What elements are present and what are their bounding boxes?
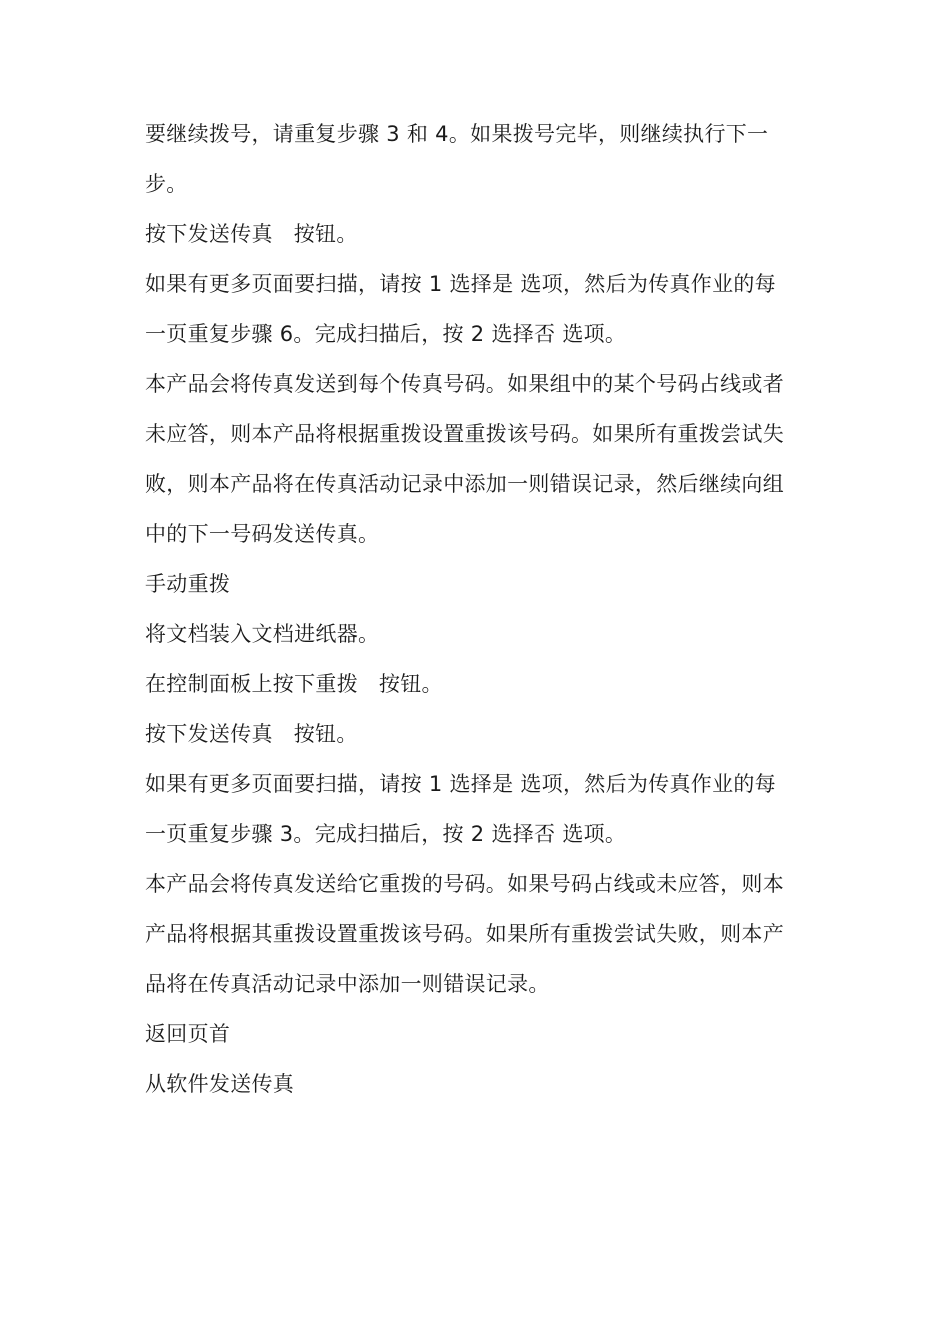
paragraph-group-send — [145, 359, 813, 559]
text-line: 按下发送传真 按钮。 — [145, 222, 358, 246]
text-line: 本产品会将传真发送给它重拨的号码。如果号码占线或未应答，则本 — [145, 872, 784, 896]
text-line: 要继续拨号，请重复步骤 3 和 4。如果拨号完毕，则继续执行下一 — [145, 122, 769, 146]
paragraph-press-send-2 — [145, 709, 813, 759]
section-heading-manual-redial — [145, 559, 813, 609]
heading-text: 手动重拨 — [145, 572, 231, 596]
text-line: 本产品会将传真发送到每个传真号码。如果组中的某个号码占线或者 — [145, 372, 784, 396]
paragraph-continue-dialing — [145, 109, 813, 209]
heading-text: 从软件发送传真 — [145, 1072, 295, 1096]
text-line: 品将在传真活动记录中添加一则错误记录。 — [145, 972, 550, 996]
text-line: 中的下一号码发送传真。 — [145, 522, 380, 546]
paragraph-load-document — [145, 609, 813, 659]
paragraph-more-pages-2 — [145, 759, 813, 859]
text-line: 按下发送传真 按钮。 — [145, 722, 358, 746]
link-text[interactable]: 返回页首 — [145, 1022, 231, 1046]
paragraph-press-send — [145, 209, 813, 259]
text-line: 步。 — [145, 172, 188, 196]
text-line: 如果有更多页面要扫描，请按 1 选择是 选项，然后为传真作业的每 — [145, 772, 776, 796]
document-body — [145, 109, 813, 1109]
paragraph-press-redial — [145, 659, 813, 709]
text-line: 一页重复步骤 3。完成扫描后，按 2 选择否 选项。 — [145, 822, 627, 846]
text-line: 产品将根据其重拨设置重拨该号码。如果所有重拨尝试失败，则本产 — [145, 922, 784, 946]
text-line: 未应答，则本产品将根据重拨设置重拨该号码。如果所有重拨尝试失 — [145, 422, 784, 446]
back-to-top-link[interactable] — [145, 1009, 813, 1059]
text-line: 如果有更多页面要扫描，请按 1 选择是 选项，然后为传真作业的每 — [145, 272, 776, 296]
text-line: 在控制面板上按下重拨 按钮。 — [145, 672, 443, 696]
text-line: 将文档装入文档进纸器。 — [145, 622, 380, 646]
text-line: 一页重复步骤 6。完成扫描后，按 2 选择否 选项。 — [145, 322, 627, 346]
text-line: 败，则本产品将在传真活动记录中添加一则错误记录，然后继续向组 — [145, 472, 784, 496]
paragraph-redial-send — [145, 859, 813, 1009]
section-heading-send-from-software — [145, 1059, 813, 1109]
paragraph-more-pages — [145, 259, 813, 359]
